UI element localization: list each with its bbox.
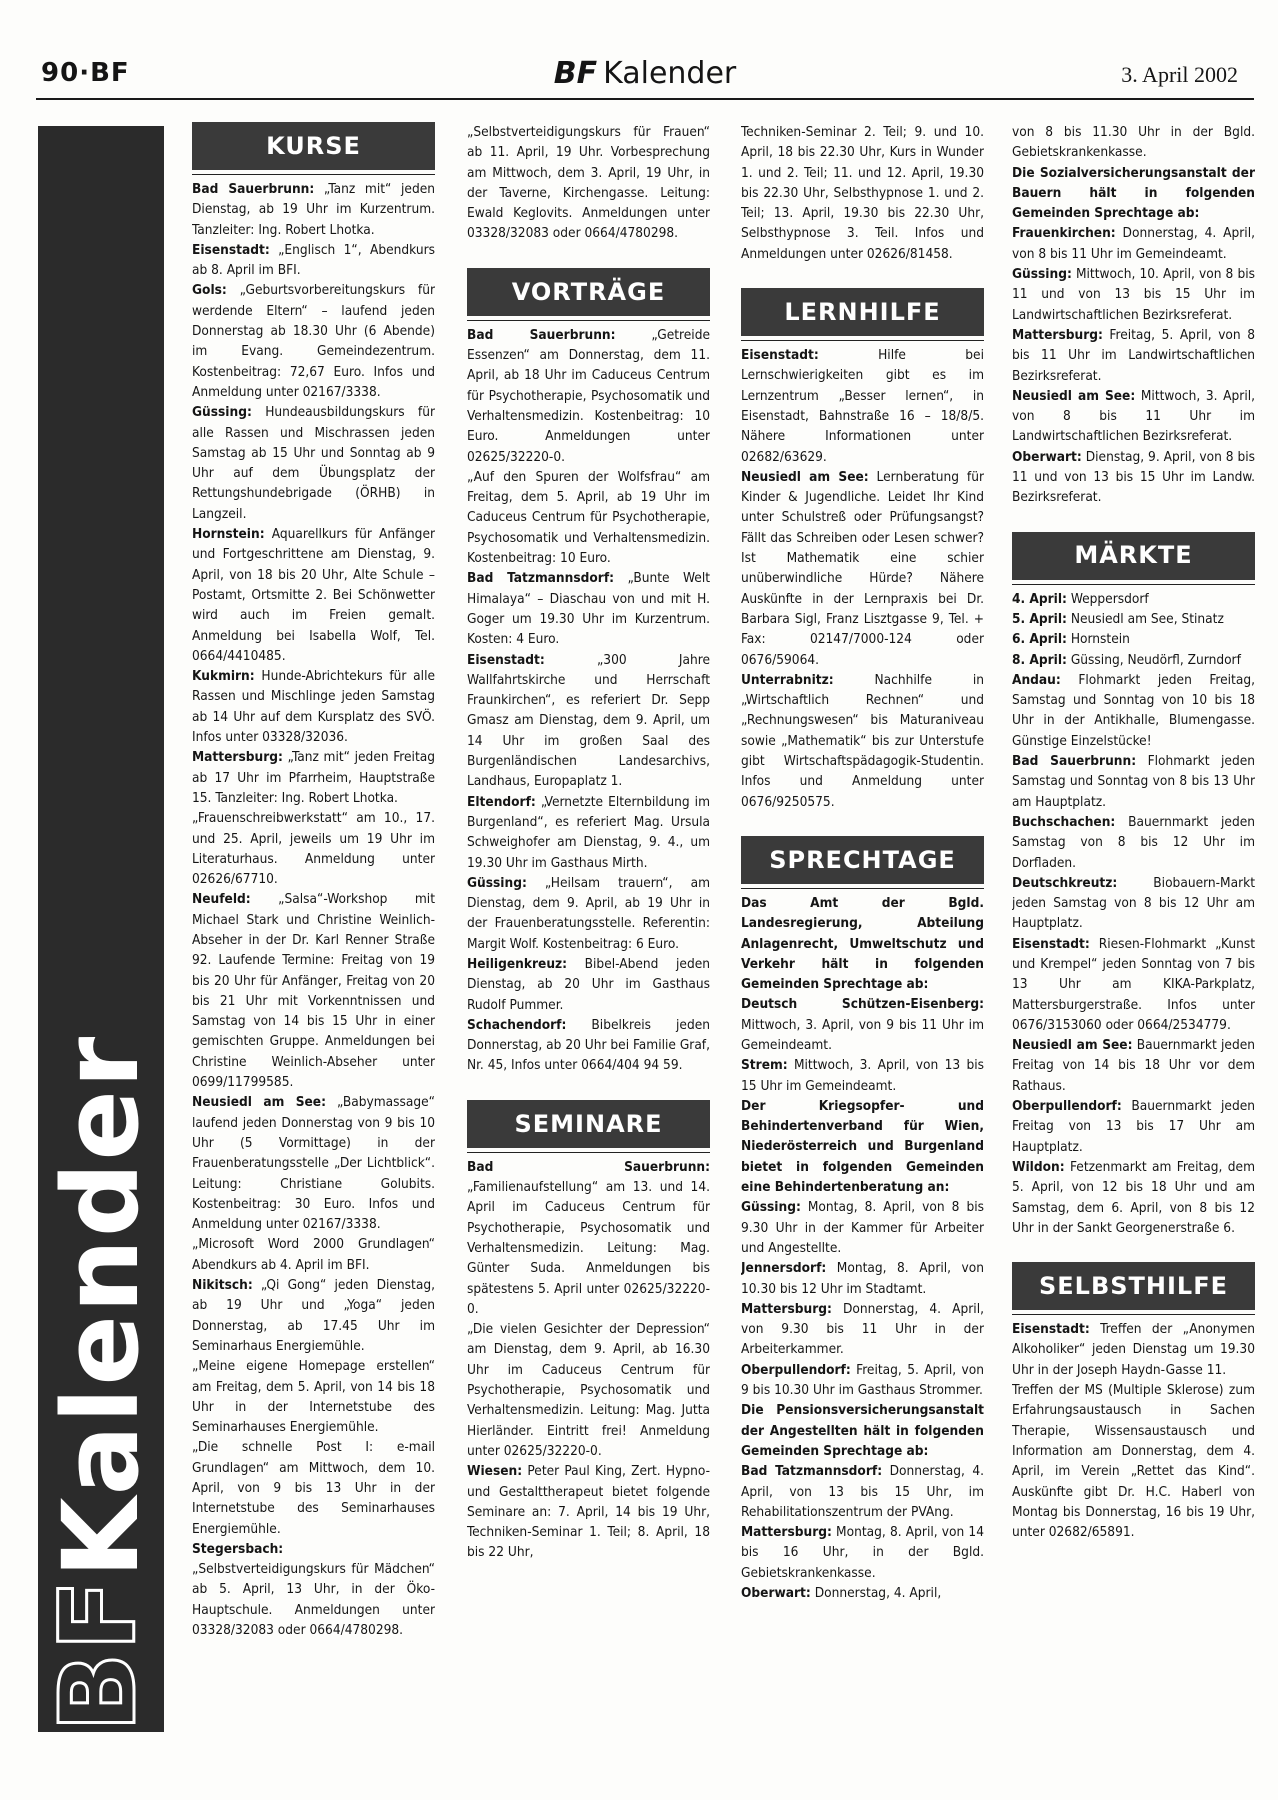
entry-text: Montag, 8. April, von 10.30 bis 12 Uhr im Stadtamt. xyxy=(741,1260,984,1297)
entry-text: „Bunte Welt Himalaya“ – Diaschau von und mit H. Goger um 19.30 Uhr im Kurzentrum. Kosten: 4 Euro. xyxy=(467,570,710,648)
calendar-entry xyxy=(741,345,984,467)
entry-place: Eisenstadt: xyxy=(467,651,545,668)
entry-place: Schachendorf: xyxy=(467,1016,567,1033)
continued-text xyxy=(1012,122,1255,508)
entry-place: Neusiedl am See: xyxy=(741,468,869,485)
calendar-entry xyxy=(741,122,984,264)
entry-text: „Selbstverteidigungskurs für Mädchen“ ab 5. April, 13 Uhr, in der Öko-Hauptschule. Anmeldungen unter 03328/32083 oder 0664/4780298. xyxy=(192,1561,435,1639)
calendar-entry xyxy=(1012,812,1255,873)
entry-text: Donnerstag, 4. April, von 13 bis 15 Uhr, im Rehabilitationszentrum der PVAng. xyxy=(741,1463,984,1520)
calendar-entry xyxy=(1012,325,1255,386)
entry-text: Flohmarkt jeden Freitag, Samstag und Sonntag von 10 bis 18 Uhr in der Antikhalle, Blumengasse. Günstige Einzelstücke! xyxy=(1012,671,1255,749)
section-rule xyxy=(192,174,435,175)
section-heading: SEMINARE xyxy=(467,1100,710,1148)
entry-text: „Geburtsvorbereitungskurs für werdende Eltern“ – laufend jeden Donnerstag ab 18.30 Uhr (6 Abende) im Evang. Gemeindezentrum. Kostenbeitrag: 72,67 Euro. Infos und Anmeldung unter 02167/3338. xyxy=(192,282,435,400)
section-intro: Das Amt der Bgld. Landesregierung, Abteilung Anlagenrecht, Umweltschutz und Verkehr hält in folgenden Gemeinden Sprechtage ab: xyxy=(741,894,984,993)
entry-text: Neusiedl am See, Stinatz xyxy=(1066,610,1224,627)
calendar-entry xyxy=(192,1234,435,1275)
entry-text: „Heilsam trauern“, am Dienstag, dem 9. April, ab 19 Uhr in der Frauenberatungsstelle. Referentin: Margit Wolf. Kostenbeitrag: 6 Euro. xyxy=(467,874,710,952)
entry-text: „Die schnelle Post I: e-mail Grundlagen“ am Mittwoch, dem 10. April, von 9 bis 13 Uhr in der Internetstube des Seminarhauses Energiemühle. xyxy=(192,1439,435,1537)
entry-place: Güssing: xyxy=(741,1199,801,1216)
entry-text: Peter Paul King, Zert. Hypno- und Gestalttherapeut bietet folgende Seminare an: 7. April, 14 bis 19 Uhr, Techniken-Seminar 1. Teil; 8. April, 18 bis 22 Uhr, xyxy=(467,1463,710,1561)
calendar-entry xyxy=(1012,751,1255,812)
entry-text: „Salsa“-Workshop mit Michael Stark und Christine Weinlich-Abseher in der Dr. Karl Renner Straße 92. Laufende Termine: Freitag von 19 bis 20 Uhr für Anfänger, Freitag von 20 bis 21 Uhr mit Vorkenntnissen und Samstag von 14 bis 15 Uhr in einer gemischten Gruppe. Anmeldungen bei Christine Weinlich-Abseher unter 0699/11799585. xyxy=(192,891,435,1091)
calendar-entry xyxy=(192,280,435,402)
calendar-entry xyxy=(192,808,435,889)
calendar-entry xyxy=(192,1539,435,1640)
section-heading: VORTRÄGE xyxy=(467,268,710,316)
entry-text: Mittwoch, 3. April, von 9 bis 11 Uhr im Gemeindeamt. xyxy=(741,1016,984,1053)
calendar-entry xyxy=(741,670,984,812)
page-header xyxy=(36,56,1254,100)
calendar-entry xyxy=(192,524,435,666)
entry-place: Eisenstadt: xyxy=(192,241,270,258)
calendar-section xyxy=(192,122,435,1640)
calendar-entry xyxy=(741,1360,984,1401)
entry-text: „Microsoft Word 2000 Grundlagen“ Abendkurs ab 4. April im BFI. xyxy=(192,1236,435,1273)
calendar-entry xyxy=(467,1319,710,1461)
calendar-entry xyxy=(741,467,984,670)
entry-place: Kukmirn: xyxy=(192,668,255,685)
entry-text: Biobauern-Markt jeden Samstag von 8 bis 12 Uhr am Hauptplatz. xyxy=(1012,874,1255,932)
section-rule xyxy=(467,320,710,321)
entry-text: Bauernmarkt jeden Samstag von 8 bis 12 Uhr im Dorfladen. xyxy=(1012,813,1255,871)
entry-text: Donnerstag, 4. April, von 8 bis 11 Uhr im Gemeindeamt. xyxy=(1012,225,1255,262)
entry-place: Eisenstadt: xyxy=(741,347,819,364)
entry-text: „Getreide Essenzen“ am Donnerstag, dem 11. April, ab 18 Uhr im Caduceus Centrum für Psychotherapie, Psychosomatik und Verhaltensmedizin. Kostenbeitrag: 10 Euro. Anmeldungen unter 02625/32220-0. xyxy=(467,326,710,465)
entry-place: Mattersburg: xyxy=(741,1300,832,1317)
entry-text: Nachhilfe in „Wirtschaftlich Rechnen“ und „Rechnungswesen“ bis Maturaniveau sowie „Mathematik“ bis zur Unterstufe gibt Wirtschaftspädagogik-Studentin. Infos und Anmeldung unter 0676/9250575. xyxy=(741,671,984,810)
calendar-entry xyxy=(192,240,435,281)
calendar-entry xyxy=(1012,650,1255,670)
entry-place: Güssing: xyxy=(192,404,252,421)
calendar-entry xyxy=(467,1157,710,1319)
calendar-entry xyxy=(192,1275,435,1356)
title-text: Kalender xyxy=(603,56,737,91)
column-3 xyxy=(741,122,984,1782)
entry-place: 5. April: xyxy=(1012,610,1067,627)
section-intro: Die Pensionsversicherungsanstalt der Angestellten hält in folgenden Gemeinden Sprechtage ab: xyxy=(741,1402,984,1459)
continued-text xyxy=(467,122,710,244)
entry-place: Oberpullendorf: xyxy=(1012,1098,1122,1115)
calendar-entry xyxy=(741,1583,984,1603)
entry-text: „Familienaufstellung“ am 13. und 14. April im Caduceus Centrum für Psychotherapie, Psychosomatik und Verhaltensmedizin. Leitung: Mag. Günter Suda. Anmeldungen bis spätestens 5. April unter 02625/32220-0. xyxy=(467,1179,710,1317)
calendar-entry xyxy=(467,1015,710,1076)
calendar-entry xyxy=(467,568,710,649)
entry-place: Heiligenkreuz: xyxy=(467,955,568,972)
entry-text: Hilfe bei Lernschwierigkeiten gibt es im Lernzentrum „Besser lernen“, in Eisenstadt, Bahnstraße 16 – 18/8/5. Nähere Informationen unter 02682/63629. xyxy=(741,347,984,465)
calendar-entry xyxy=(1012,670,1255,751)
entry-place: Neusiedl am See: xyxy=(1012,1037,1133,1054)
calendar-entry xyxy=(741,1461,984,1522)
separator-dot: · xyxy=(79,58,91,88)
calendar-entry xyxy=(1012,589,1255,609)
calendar-entry xyxy=(1012,873,1255,934)
entry-place: Bad Tatzmannsdorf: xyxy=(741,1463,883,1480)
entry-text: „Tanz mit“ jeden Dienstag, ab 19 Uhr im Kurzentrum. Tanzleiter: Ing. Robert Lhotka. xyxy=(192,181,435,238)
entry-text: Hunde-Abrichtekurs für alle Rassen und Mischlinge jeden Samstag ab 14 Uhr auf dem Kursplatz des SVÖ. Infos unter 03328/32036. xyxy=(192,668,435,746)
entry-text: „Frauenschreibwerkstatt“ am 10., 17. und 25. April, jeweils um 19 Uhr im Literaturhaus. Anmeldung unter 02626/67710. xyxy=(192,810,435,888)
entry-text: Freitag, 5. April, von 8 bis 11 Uhr im Landwirtschaftlichen Bezirksreferat. xyxy=(1012,326,1255,384)
entry-place: Buchschachen: xyxy=(1012,813,1116,830)
entry-place: Bad Sauerbrunn: xyxy=(1012,753,1137,770)
entry-text: „300 Jahre Wallfahrtskirche und Herrschaft Fraunkirchen“, es referiert Dr. Sepp Gmasz am Dienstag, dem 9. April, um 14 Uhr im großen Saal des Burgenländischen Landesarchivs, Landhaus, Europaplatz 1. xyxy=(467,651,710,790)
calendar-entry xyxy=(192,1092,435,1234)
section-heading: SPRECHTAGE xyxy=(741,836,984,884)
calendar-section xyxy=(741,836,984,1603)
entry-text: Dienstag, 9. April, von 8 bis 11 und von 13 bis 15 Uhr im Landw. Bezirksreferat. xyxy=(1012,448,1255,506)
entry-place: 6. April: xyxy=(1012,631,1067,648)
entry-place: Eisenstadt: xyxy=(1012,935,1090,952)
section-intro: Die Sozialversicherungsanstalt der Bauern hält in folgenden Gemeinden Sprechtage ab: xyxy=(1012,164,1255,222)
entry-place: Bad Sauerbrunn: xyxy=(467,326,616,343)
entry-place: Andau: xyxy=(1012,671,1061,688)
page-brand: BF xyxy=(90,58,130,88)
entry-text: Techniken-Seminar 2. Teil; 9. und 10. April, 18 bis 22.30 Uhr, Kurs in Wunder 1. und 2. Teil; 11. und 12. April, 19.30 bis 22.30 Uhr, Selbsthypnose 1. und 2. Teil; 13. April, 19.30 bis 22.30 Uhr, Selbsthypnose 3. Teil. Infos und Anmeldungen unter 02626/81458. xyxy=(741,124,984,262)
entry-text: Mittwoch, 3. April, von 13 bis 15 Uhr im Gemeindeamt. xyxy=(741,1057,984,1094)
calendar-entry xyxy=(467,954,710,1015)
section-rule xyxy=(741,340,984,341)
calendar-section xyxy=(1012,1262,1255,1542)
entry-place: Güssing: xyxy=(467,874,527,891)
calendar-entry xyxy=(192,666,435,747)
entry-place: Mattersburg: xyxy=(192,749,283,766)
page-title xyxy=(36,56,1254,91)
entry-text: Flohmarkt jeden Samstag und Sonntag von 8 bis 13 Uhr am Hauptplatz. xyxy=(1012,753,1255,810)
entry-text: „Tanz mit“ jeden Freitag ab 17 Uhr im Pfarrheim, Hauptstraße 15. Tanzleiter: Ing. Robert Lhotka. xyxy=(192,749,435,806)
entry-place: Unterrabnitz: xyxy=(741,671,834,688)
entry-place: Neusiedl am See: xyxy=(192,1094,326,1111)
calendar-section xyxy=(741,288,984,812)
calendar-section xyxy=(1012,532,1255,1239)
calendar-entry xyxy=(1012,1035,1255,1096)
section-heading: MÄRKTE xyxy=(1012,532,1255,580)
side-banner-word: Kalender xyxy=(40,1034,162,1578)
entry-place: Gols: xyxy=(192,282,227,299)
calendar-entry xyxy=(741,994,984,1055)
entry-place: Oberpullendorf: xyxy=(741,1361,851,1378)
entry-text: Bibel-Abend jeden Dienstag, ab 20 Uhr im Gasthaus Rudolf Pummer. xyxy=(467,955,710,1013)
calendar-entry xyxy=(1012,1319,1255,1380)
entry-text: Montag, 8. April, von 14 bis 16 Uhr, in der Bgld. Gebietskrankenkasse. xyxy=(741,1524,984,1581)
calendar-entry xyxy=(1012,122,1255,163)
calendar-entry xyxy=(192,747,435,808)
entry-place: Mattersburg: xyxy=(741,1524,832,1541)
continued-text xyxy=(741,122,984,264)
entry-place: Bad Sauerbrunn: xyxy=(192,181,315,197)
calendar-entry xyxy=(741,1055,984,1096)
entry-text: „Vernetzte Elternbildung im Burgenland“, es referiert Mag. Ursula Schweighofer am Dienstag, 9. 4., um 19.30 Uhr im Gasthaus Mirth. xyxy=(467,793,710,871)
calendar-entry xyxy=(192,179,435,240)
entry-text: „Die vielen Gesichter der Depression“ am Dienstag, dem 9. April, ab 16.30 Uhr im Caduceus Centrum für Psychotherapie, Psychosomatik und Verhaltensmedizin. Leitung: Mag. Jutta Hierländer. Eintritt frei! Anmeldung unter 02625/32220-0. xyxy=(467,1321,710,1459)
entry-text: Bibelkreis jeden Donnerstag, ab 20 Uhr bei Familie Graf, Nr. 45, Infos unter 0664/404 94 59. xyxy=(467,1016,710,1074)
entry-text: Mittwoch, 3. April, von 8 bis 11 Uhr im Landwirtschaftlichen Bezirksreferat. xyxy=(1012,387,1255,445)
entry-place: Oberwart: xyxy=(741,1585,811,1601)
calendar-entry xyxy=(1012,447,1255,508)
entry-place: Eisenstadt: xyxy=(1012,1321,1090,1338)
calendar-entry xyxy=(1012,264,1255,325)
side-banner-brand: BF xyxy=(37,1577,159,1732)
entry-place: Wiesen: xyxy=(467,1463,523,1480)
entry-text: Montag, 8. April, von 8 bis 9.30 Uhr in der Kammer für Arbeiter und Angestellte. xyxy=(741,1199,984,1256)
calendar-entry xyxy=(467,122,710,244)
calendar-entry xyxy=(192,1437,435,1538)
calendar-entry xyxy=(467,792,710,873)
entry-text: Weppersdorf xyxy=(1066,590,1149,607)
section-rule xyxy=(741,888,984,889)
page-number-value: 90 xyxy=(41,58,80,88)
calendar-entry xyxy=(1012,1096,1255,1157)
entry-place: Deutschkreutz: xyxy=(1012,874,1118,891)
calendar-entry xyxy=(467,650,710,792)
calendar-entry xyxy=(741,1299,984,1360)
entry-text: Donnerstag, 4. April, von 9.30 bis 11 Uhr in der Arbeiterkammer. xyxy=(741,1300,984,1358)
entry-text: Mittwoch, 10. April, von 8 bis 11 und von 13 bis 15 Uhr im Landwirtschaftlichen Bezirksreferat. xyxy=(1012,266,1255,323)
section-heading: KURSE xyxy=(192,122,435,170)
entry-place: Hornstein: xyxy=(192,526,265,543)
calendar-entry xyxy=(1012,1157,1255,1238)
entry-text: Fetzenmarkt am Freitag, dem 5. April, von 12 bis 18 Uhr und am Samstag, dem 6. April, von 8 bis 12 Uhr in der Sankt Georgenerstraße 6. xyxy=(1012,1158,1255,1236)
calendar-entry xyxy=(467,873,710,954)
entry-text: Hundeausbildungskurs für alle Rassen und Mischrassen jeden Samstag ab 15 Uhr und Sonntag ab 9 Uhr auf dem Übungsplatz der Rettungshundebrigade (ÖRHB) in Langzeil. xyxy=(192,404,435,522)
entry-text: Aquarellkurs für Anfänger und Fortgeschrittene am Dienstag, 9. April, von 18 bis 20 Uhr, Alte Schule – Postamt, Ortsmitte 2. Bei Schönwetter wird auch im Freien gemalt. Anmeldung bei Isabella Wolf, Tel. 0664/4410485. xyxy=(192,526,435,664)
entry-place: Wildon: xyxy=(1012,1158,1065,1175)
calendar-entry xyxy=(467,467,710,568)
issue-date: 3. April 2002 xyxy=(1121,62,1238,87)
entry-text: von 8 bis 11.30 Uhr in der Bgld. Gebietskrankenkasse. xyxy=(1012,124,1255,161)
column-1 xyxy=(192,122,435,1782)
entry-text: „Qi Gong“ jeden Dienstag, ab 19 Uhr und „Yoga“ jeden Donnerstag, ab 17.45 Uhr im Seminarhaus Energiemühle. xyxy=(192,1277,435,1354)
entry-place: Strem: xyxy=(741,1057,788,1074)
section-intro: Der Kriegsopfer- und Behindertenverband für Wien, Niederösterreich und Burgenland bietet in folgenden Gemeinden eine Behindertenberatung an: xyxy=(741,1097,984,1196)
title-brand: BF xyxy=(553,56,598,91)
entry-place: Güssing: xyxy=(1012,266,1072,283)
calendar-section xyxy=(467,1100,710,1563)
entry-text: Bauernmarkt jeden Freitag von 13 bis 17 Uhr am Hauptplatz. xyxy=(1012,1098,1255,1155)
calendar-entry xyxy=(1012,386,1255,447)
entry-place: Oberwart: xyxy=(1012,448,1082,465)
entry-text: Lernberatung für Kinder & Jugendliche. Leidet Ihr Kind unter Schulstreß oder Prüfungsangst? Fällt das Schreiben oder Lesen schwer? Ist Mathematik eine schier unüberwindliche Hürde? Nähere Auskünfte in der Lernpraxis bei Dr. Barbara Sigl, Franz Lisztgasse 9, Tel. + Fax: 02147/7000-124 oder 0676/59064. xyxy=(741,468,984,668)
calendar-entry xyxy=(1012,934,1255,1035)
entry-place: Eltendorf: xyxy=(467,793,536,810)
column-2 xyxy=(467,122,710,1782)
calendar-entry xyxy=(192,1356,435,1437)
entry-text: Donnerstag, 4. April, xyxy=(810,1585,942,1601)
calendar-entry xyxy=(467,325,710,467)
section-rule xyxy=(467,1152,710,1153)
entry-text: Güssing, Neudörfl, Zurndorf xyxy=(1066,651,1241,668)
entry-place: Mattersburg: xyxy=(1012,326,1103,343)
side-banner xyxy=(38,126,164,1732)
calendar-entry xyxy=(1012,1380,1255,1542)
calendar-entry xyxy=(467,1461,710,1562)
entry-place: Nikitsch: xyxy=(192,1277,253,1294)
entry-place: Bad Tatzmannsdorf: xyxy=(467,570,615,587)
entry-place: Stegersbach: xyxy=(192,1540,284,1557)
entry-place: Neufeld: xyxy=(192,891,251,908)
entry-text: „Selbstverteidigungskurs für Frauen“ ab 11. April, 19 Uhr. Vorbesprechung am Mittwoch, dem 3. April, 19 Uhr, in der Taverne, Kirchengasse. Leitung: Ewald Keglovits. Anmeldungen unter 03328/32083 oder 0664/4780298. xyxy=(467,124,710,242)
calendar-entry xyxy=(192,889,435,1092)
calendar-entry xyxy=(741,1197,984,1258)
section-heading: SELBSTHILFE xyxy=(1012,1262,1255,1310)
calendar-entry xyxy=(741,1258,984,1299)
entry-place: Frauenkirchen: xyxy=(1012,225,1116,242)
entry-text: „Englisch 1“, Abendkurs ab 8. April im BFI. xyxy=(192,241,435,279)
entry-text: Treffen der MS (Multiple Sklerose) zum Erfahrungsaustausch in Sachen Therapie, Wissensaustausch und Information am Donnerstag, dem 4. April, im Verein „Rettet das Kind“. Auskünfte gibt Dr. H.C. Haberl von Montag bis Donnerstag, 16 bis 19 Uhr, unter 02682/65891. xyxy=(1012,1382,1255,1541)
entry-text: Riesen-Flohmarkt „Kunst und Krempel“ jeden Sonntag von 7 bis 13 Uhr am KIKA-Parkplatz, Mattersburgerstraße. Infos unter 0676/3153060 oder 0664/2534779. xyxy=(1012,935,1255,1033)
section-heading: LERNHILFE xyxy=(741,288,984,336)
calendar-entry xyxy=(741,1522,984,1583)
entry-text: Freitag, 5. April, von 9 bis 10.30 Uhr im Gasthaus Strommer. xyxy=(741,1361,984,1399)
entry-text: Hornstein xyxy=(1066,631,1130,648)
section-rule xyxy=(1012,1314,1255,1315)
entry-place: Deutsch Schützen-Eisenberg: xyxy=(741,996,984,1013)
calendar-entry xyxy=(1012,223,1255,264)
calendar-entry xyxy=(1012,629,1255,649)
entry-text: „Babymassage“ laufend jeden Donnerstag von 9 bis 10 Uhr (5 Vormittage) in der Frauenberatungsstelle „Der Lichtblick“. Leitung: Christiane Golubits. Kostenbeitrag: 30 Euro. Infos und Anmeldung unter 02167/3338. xyxy=(192,1094,435,1233)
entry-text: „Meine eigene Homepage erstellen“ am Freitag, dem 5. April, von 14 bis 18 Uhr in der Internetstube des Seminarhauses Energiemühle. xyxy=(192,1358,435,1436)
entry-place: Neusiedl am See: xyxy=(1012,387,1136,404)
entry-text: Bauernmarkt jeden Freitag von 14 bis 18 Uhr vor dem Rathaus. xyxy=(1012,1037,1255,1094)
entry-text: „Auf den Spuren der Wolfsfrau“ am Freitag, dem 5. April, ab 19 Uhr im Caduceus Centrum für Psychotherapie, Psychosomatik und Verhaltensmedizin. Kostenbeitrag: 10 Euro. xyxy=(467,468,710,567)
calendar-section xyxy=(467,268,710,1076)
section-rule xyxy=(1012,584,1255,585)
calendar-entry xyxy=(1012,609,1255,629)
entry-place: 8. April: xyxy=(1012,651,1067,668)
entry-text: Treffen der „Anonymen Alkoholiker“ jeden Dienstag um 19.30 Uhr in der Joseph Haydn-Gasse 11. xyxy=(1012,1321,1255,1378)
entry-place: Bad Sauerbrunn: xyxy=(467,1158,710,1175)
side-banner-text xyxy=(38,126,164,1732)
entry-place: Jennersdorf: xyxy=(741,1260,827,1277)
column-4 xyxy=(1012,122,1255,1782)
calendar-entry xyxy=(192,402,435,524)
entry-place: 4. April: xyxy=(1012,590,1067,607)
